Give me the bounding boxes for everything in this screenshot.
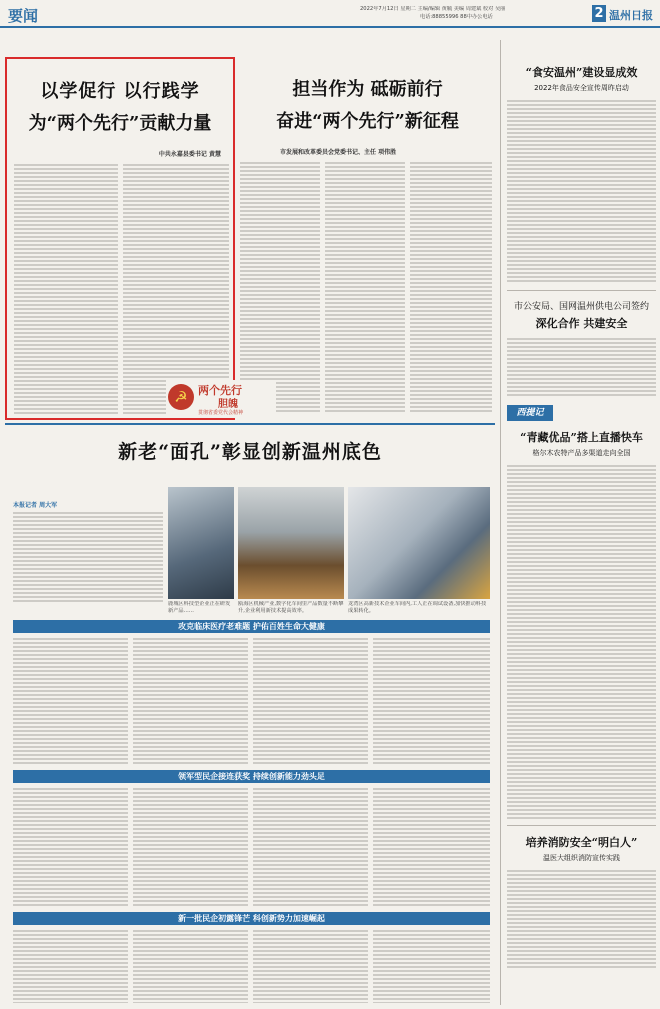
section3-col3 [253,929,368,1003]
section1-col4 [373,637,490,765]
right-body-1 [507,99,656,284]
subhead-2: 领军型民企接连获奖 持续创新能力劲头足 [13,770,490,783]
two-firsts-banner [166,380,276,418]
right-head-2: 市公安局、国网温州供电公司签约 [513,302,649,312]
subhead-1: 攻克临床医疗老难题 护佑百姓生命大健康 [13,620,490,633]
lead-title-1: 以学促行 以行践学 [40,81,200,102]
lead-body-col1 [14,163,118,415]
section2-col2 [133,787,248,907]
section-tag: 西提记 [507,405,553,421]
lead-article [5,57,235,420]
section3-col2 [133,929,248,1003]
banner-line2: 胆魄 [218,399,238,410]
right-sub-2: 深化合作 共建安全 [535,317,628,330]
lead-body-col2 [123,163,229,415]
feature-intro [13,511,163,603]
second-body-col3 [410,161,492,413]
caption-left: 鹿城区科技型企业正在研发新产品…… [168,601,231,614]
second-title-2: 奋进“两个先行”新征程 [276,111,459,132]
right-sub-4: 温医大组织消防宣传实践 [543,854,620,862]
right-body-4 [507,869,656,969]
banner-line1: 两个先行 [198,384,242,397]
section1-col3 [253,637,368,765]
party-emblem-icon: ☭ [168,384,194,410]
feature-title: 新老“面孔”彰显创新温州底色 [118,441,382,463]
section-label: 要闻 [8,7,39,25]
right-sub-3: 格尔木农特产品多渠道走向全国 [532,449,631,457]
right-head-1: “食安温州”建设显成效 [525,66,638,79]
caption-right: 龙湾区高新技术企业车间内,工人正在调试设备,加快推动科技成果转化。 [348,601,487,614]
section1-col1 [13,637,128,765]
section2-col4 [373,787,490,907]
second-article [240,57,495,420]
second-title-1: 担当作为 砥砺前行 [292,79,443,100]
lead-title-2: 为“两个先行”贡献力量 [28,113,212,134]
banner-line3: 贯彻省委党代会精神 [198,410,244,416]
right-body-2 [507,337,656,397]
caption-mid: 瓯海区机械产业,数字化车间里产品数量不断攀升,企业利用新技术提高效率。 [238,601,344,614]
right-head-3: “青藏优品”搭上直播快车 [520,431,643,444]
right-head-4: 培养消防安全“明白人” [525,836,638,849]
right-column [500,40,656,1005]
masthead-phone: 电话:88855996 88中办公电话 [420,14,493,20]
section2-col3 [253,787,368,907]
feature-photo-2 [238,487,344,599]
section1-col2 [133,637,248,765]
feature-article [5,423,495,1005]
section3-col4 [373,929,490,1003]
second-body-col2 [325,161,405,413]
masthead [0,0,660,28]
section3-col1 [13,929,128,1003]
subhead-3: 新一批民企初露锋芒 科创新势力加速崛起 [13,912,490,925]
feature-byline: 本报记者 周大军 [13,502,58,509]
paper-name: 温州日报 [609,9,653,22]
masthead-date: 2022年7月12日 星期二 主编/编辑 黄毓 美编 周建斌 校对 吴丽 [360,6,506,12]
second-body-col1 [240,161,320,413]
page-number: 2 [592,5,606,22]
second-byline: 市发展和改革委员会党委书记、主任 项伟胜 [280,149,397,156]
feature-photo-3 [348,487,490,599]
right-sub-1: 2022年食品安全宣传周昨启动 [534,84,629,92]
lead-byline: 中共永嘉县委书记 黄慧 [158,151,221,158]
feature-photo-1 [168,487,234,599]
section2-col1 [13,787,128,907]
right-body-3 [507,464,656,819]
